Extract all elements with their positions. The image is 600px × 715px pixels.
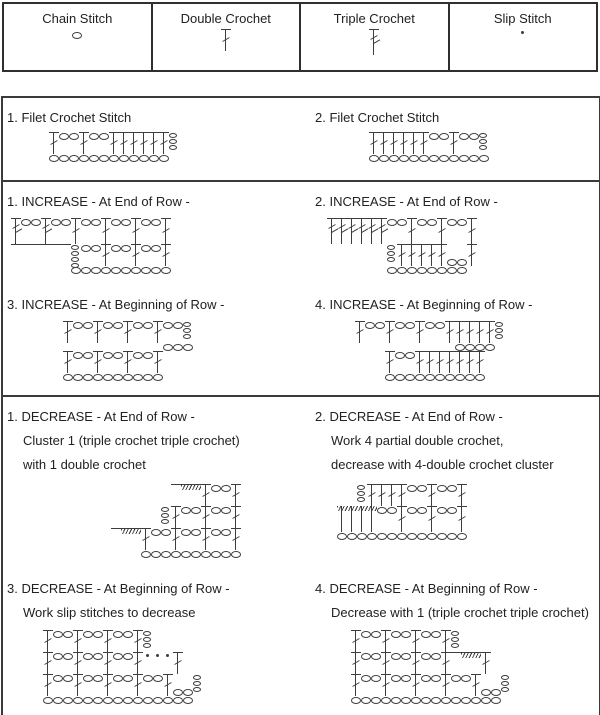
- triple-crochet-symbol: [369, 29, 379, 55]
- section-title: 4. INCREASE - At Beginning of Row -: [315, 297, 533, 312]
- section-title: 1. INCREASE - At End of Row -: [7, 194, 190, 209]
- section-increase-end-1: [3, 182, 301, 285]
- legend-cell-slip-stitch: [449, 3, 598, 71]
- section-title: 1. DECREASE - At End of Row -: [7, 409, 195, 424]
- section-title: 2. Filet Crochet Stitch: [315, 110, 440, 125]
- legend-label: Slip Stitch: [493, 11, 552, 26]
- section-note: Work slip stitches to decrease: [23, 605, 196, 620]
- section-note: Work 4 partial double crochet,: [331, 433, 504, 448]
- section-increase-beginning-4: [301, 285, 599, 395]
- increase-end-diagram-2: [327, 218, 477, 274]
- increase-beginning-diagram-4: [355, 321, 505, 381]
- decrease-beginning-diagram-3: [43, 630, 203, 704]
- section-note: with 1 double crochet: [23, 457, 146, 472]
- decrease-beginning-diagram-4: [351, 630, 511, 704]
- section-note: Cluster 1 (triple crochet triple crochet): [23, 433, 240, 448]
- filet-stitch-diagram-2: [369, 132, 489, 162]
- decrease-end-diagram-1: [111, 484, 241, 558]
- filet-stitch-diagram-1: [49, 132, 179, 162]
- section-note: decrease with 4-double crochet cluster: [331, 457, 554, 472]
- filet-crochet-row: [3, 98, 599, 180]
- section-title: 2. INCREASE - At End of Row -: [315, 194, 498, 209]
- section-title: 3. DECREASE - At Beginning of Row -: [7, 581, 230, 596]
- increase-row: [3, 180, 599, 395]
- legend-label: Chain Stitch: [42, 11, 113, 26]
- section-filet-1: [3, 98, 301, 180]
- legend-table: [2, 2, 598, 72]
- section-decrease-end-2: [301, 397, 599, 569]
- increase-beginning-diagram-3: [63, 321, 203, 381]
- chain-stitch-symbol: [72, 31, 82, 39]
- slip-stitch-symbol: [518, 29, 528, 41]
- section-title: 4. DECREASE - At Beginning of Row -: [315, 581, 538, 596]
- legend-label: Double Crochet: [180, 11, 271, 26]
- legend-cell-chain-stitch: [3, 3, 152, 71]
- section-decrease-end-1: [3, 397, 301, 569]
- section-title: 3. INCREASE - At Beginning of Row -: [7, 297, 225, 312]
- section-increase-beginning-3: [3, 285, 301, 395]
- stitch-chart-box: [1, 96, 600, 715]
- section-filet-2: [301, 98, 599, 180]
- increase-end-diagram-1: [11, 218, 171, 274]
- section-note: Decrease with 1 (triple crochet triple crochet): [331, 605, 589, 620]
- section-decrease-beginning-3: [3, 569, 301, 715]
- legend-cell-double-crochet: [152, 3, 301, 71]
- legend-cell-triple-crochet: [300, 3, 449, 71]
- section-title: 2. DECREASE - At End of Row -: [315, 409, 503, 424]
- section-decrease-beginning-4: [301, 569, 599, 715]
- decrease-row: [3, 395, 599, 715]
- section-increase-end-2: [301, 182, 599, 285]
- decrease-end-diagram-2: [337, 484, 467, 540]
- section-title: 1. Filet Crochet Stitch: [7, 110, 132, 125]
- double-crochet-symbol: [221, 29, 231, 51]
- legend-label: Triple Crochet: [333, 11, 415, 26]
- legend-header: [0, 0, 600, 72]
